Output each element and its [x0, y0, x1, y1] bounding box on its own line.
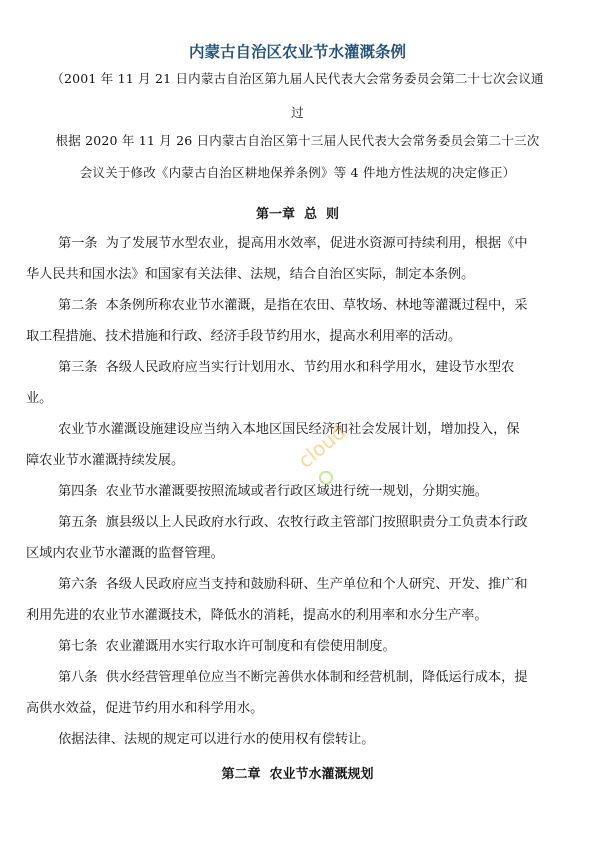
article-label: 第五条: [58, 515, 98, 530]
article-text-continued: 区域内农业节水灌溉的监督管理。: [26, 546, 224, 561]
article-label: 第三条: [58, 360, 98, 375]
chapter-heading: 第二章 农业节水灌溉规划: [221, 767, 374, 782]
watermark-dot-icon: [318, 469, 335, 486]
article-text: 本条例所称农业节水灌溉，是指在农田、草牧场、林地等灌溉过程中，采: [105, 298, 528, 313]
article-2: [26, 290, 546, 352]
article-text-continued: 华人民共和国水法》和国家有关法律、法规，结合自治区实际，制定本条例。: [26, 267, 475, 282]
article-label: 第七条: [58, 639, 98, 654]
adoption-note-line-1: （2001 年 11 月 21 日内蒙古自治区第九届人民代表大会常务委员会第二十七次会议通: [51, 71, 544, 86]
article-7: [58, 631, 546, 662]
article-text: 供水经营管理单位应当不断完善供水体制和经营机制，降低运行成本，提: [105, 670, 528, 685]
article-label: 第六条: [58, 577, 98, 592]
article-8: [26, 662, 546, 724]
article-text-continued: 利用先进的农业节水灌溉技术，降低水的消耗，提高水的利用率和水分生产率。: [26, 608, 488, 623]
amendment-note-line-2: 会议关于修改《内蒙古自治区耕地保养条例》等 4 件地方性法规的决定修正）: [79, 165, 516, 180]
article-5: [26, 507, 546, 569]
article-text: 为了发展节水型农业，提高用水效率，促进水资源可持续利用，根据《中: [105, 236, 528, 251]
watermark-text: cloud: [293, 419, 351, 473]
paragraph-text: 农业节水灌溉设施建设应当纳入本地区国民经济和社会发展计划，增加投入，保: [58, 422, 520, 437]
amendment-note-line-1: 根据 2020 年 11 月 26 日内蒙古自治区第十三届人民代表大会常务委员会第二十三次: [55, 133, 540, 148]
document-title: 内蒙古自治区农业节水灌溉条例: [188, 43, 406, 61]
article-label: 第八条: [58, 670, 98, 685]
chapter-heading: 第一章 总 则: [255, 207, 340, 222]
article-1: [26, 228, 546, 290]
article-6: [26, 569, 546, 631]
paragraph-text: 依据法律、法规的规定可以进行水的使用权有偿转让。: [58, 732, 375, 747]
paragraph-text-continued: 障农业节水灌溉持续发展。: [26, 453, 185, 468]
article-label: 第一条: [58, 236, 98, 251]
article-4: [58, 476, 546, 507]
article-8-paragraph-2: [58, 724, 546, 755]
article-text-continued: 高供水效益，促进节约用水和科学用水。: [26, 701, 264, 716]
article-text: 农业节水灌溉要按照流域或者行政区域进行统一规划，分期实施。: [105, 484, 488, 499]
article-text: 农业灌溉用水实行取水许可制度和有偿使用制度。: [105, 639, 396, 654]
article-label: 第二条: [58, 298, 98, 313]
article-label: 第四条: [58, 484, 98, 499]
adoption-note-line-2: 过: [291, 105, 304, 120]
article-text: 各级人民政府应当实行计划用水、节约用水和科学用水，建设节水型农: [105, 360, 515, 375]
article-text-continued: 业。: [26, 391, 53, 406]
article-text-continued: 取工程措施、技术措施和行政、经济手段节约用水，提高水利用率的活动。: [26, 329, 462, 344]
article-text: 旗县级以上人民政府水行政、农牧行政主管部门按照职责分工负责本行政: [105, 515, 528, 530]
article-text: 各级人民政府应当支持和鼓励科研、生产单位和个人研究、开发、推广和: [105, 577, 528, 592]
